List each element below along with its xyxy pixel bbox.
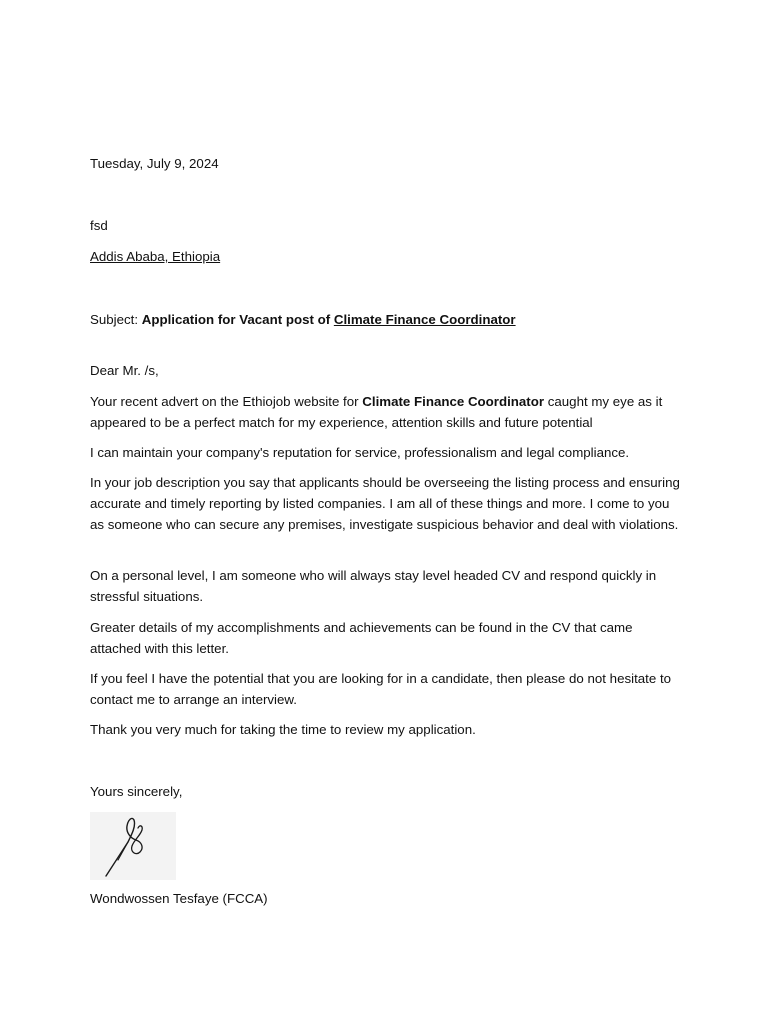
closing: Yours sincerely, (90, 784, 183, 799)
paragraph-7: Thank you very much for taking the time to review my application. (90, 722, 476, 737)
paragraph-1-rest: caught my eye as it appeared to be a perfect match for my experience, attention skills and future potential (90, 394, 663, 430)
subject-line (90, 309, 516, 330)
signature-icon (90, 812, 176, 880)
subject-text: Application for Vacant post of (141, 312, 331, 327)
paragraph-4: On a personal level, I am someone who will always stay level headed CV and respond quickly in stressful situations. (90, 568, 657, 604)
signer-name: Wondwossen Tesfaye (FCCA) (90, 891, 268, 906)
paragraph-2: I can maintain your company's reputation for service, professionalism and legal compliance. (90, 445, 630, 460)
letter-date: Tuesday, July 9, 2024 (90, 156, 219, 171)
recipient-location: Addis Ababa, Ethiopia (90, 249, 221, 264)
signature-image (90, 812, 176, 880)
salutation: Dear Mr. /s, (90, 363, 159, 378)
paragraph-5: Greater details of my accomplishments and achievements can be found in the CV that came attached with this letter. (90, 620, 633, 656)
paragraph-3: In your job description you say that applicants should be overseeing the listing process and ensuring accurate and timely reporting by listed companies. I am all of these things and more. I come to you as someone who can secure any premises, investigate suspicious behavior and deal with violations. (90, 475, 680, 532)
subject-label: Subject: (90, 312, 139, 327)
recipient-name: fsd (90, 218, 108, 233)
paragraph-1 (90, 391, 686, 433)
paragraph-1-position: Climate Finance Coordinator (362, 394, 545, 409)
paragraph-6: If you feel I have the potential that you are looking for in a candidate, then please do not hesitate to contact me to arrange an interview. (90, 671, 672, 707)
letter-page (90, 0, 690, 1024)
subject-position: Climate Finance Coordinator (333, 312, 516, 327)
paragraph-1-intro: Your recent advert on the Ethiojob website for (90, 394, 359, 409)
